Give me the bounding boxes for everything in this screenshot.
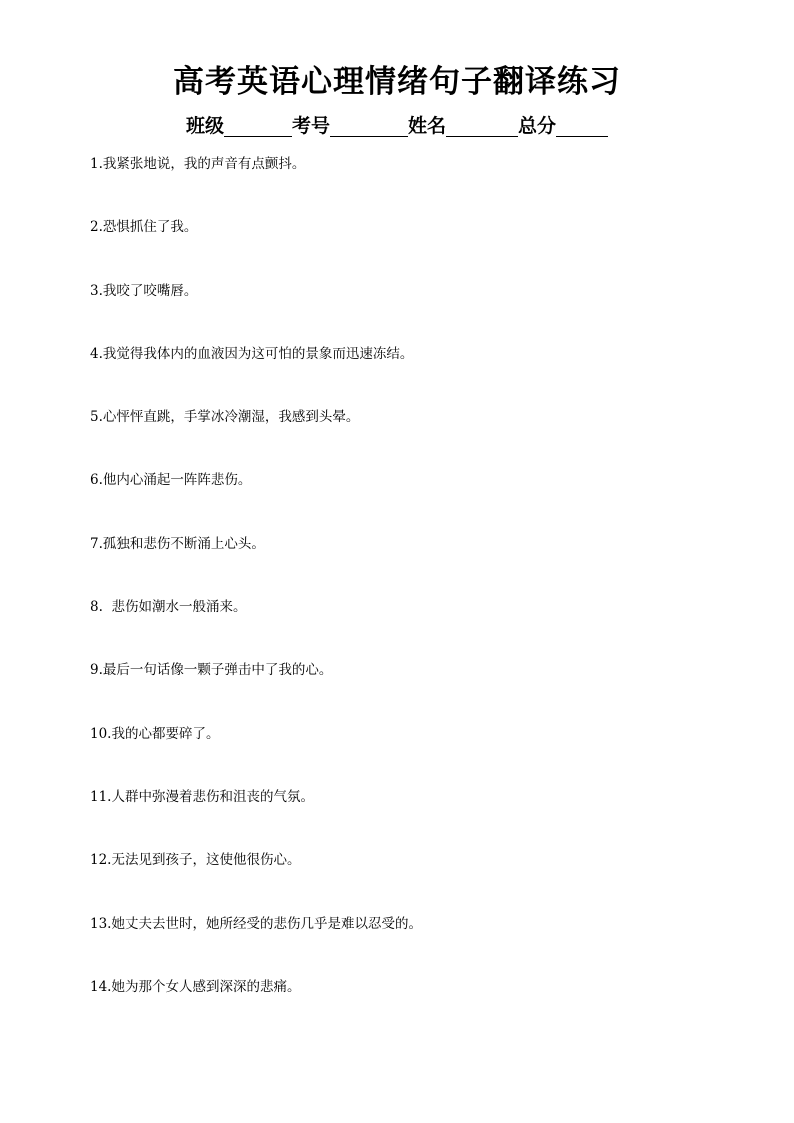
question-item: 7.孤独和悲伤不断涌上心头。	[90, 536, 265, 552]
question-item: 12.无法见到孩子，这使他很伤心。	[90, 852, 301, 868]
question-item: 14.她为那个女人感到深深的悲痛。	[90, 979, 301, 995]
question-item: 13.她丈夫去世时，她所经受的悲伤几乎是难以忍受的。	[90, 916, 422, 932]
name-field	[408, 112, 518, 140]
question-item: 9.最后一句话像一颗子弹击中了我的心。	[90, 662, 333, 678]
question-item: 1.我紧张地说，我的声音有点颤抖。	[90, 156, 306, 172]
question-item: 8. 悲伤如潮水一般涌来。	[90, 599, 247, 615]
name-blank-line[interactable]	[446, 114, 518, 137]
question-item: 11.人群中弥漫着悲伤和沮丧的气氛。	[90, 789, 314, 805]
exam-number-label: 考号	[291, 115, 330, 137]
exam-number-blank-line[interactable]	[330, 114, 408, 137]
total-score-field	[518, 112, 608, 140]
total-score-blank-line[interactable]	[556, 114, 608, 137]
total-score-label: 总分	[518, 115, 557, 137]
class-blank-line[interactable]	[224, 114, 292, 137]
question-item: 5.心怦怦直跳，手掌冰冷潮湿，我感到头晕。	[90, 409, 360, 425]
class-label: 班级	[185, 115, 224, 137]
question-item: 6.他内心涌起一阵阵悲伤。	[90, 472, 252, 488]
question-item: 2.恐惧抓住了我。	[90, 219, 198, 235]
name-label: 姓名	[408, 115, 447, 137]
question-item: 4.我觉得我体内的血液因为这可怕的景象而迅速冻结。	[90, 346, 414, 362]
student-info-row	[0, 112, 794, 140]
page-title: 高考英语心理情绪句子翻译练习	[173, 64, 621, 100]
exam-number-field	[292, 112, 408, 140]
question-item: 3.我咬了咬嘴唇。	[90, 283, 198, 299]
class-field	[186, 112, 292, 140]
question-item: 10.我的心都要碎了。	[90, 726, 220, 742]
